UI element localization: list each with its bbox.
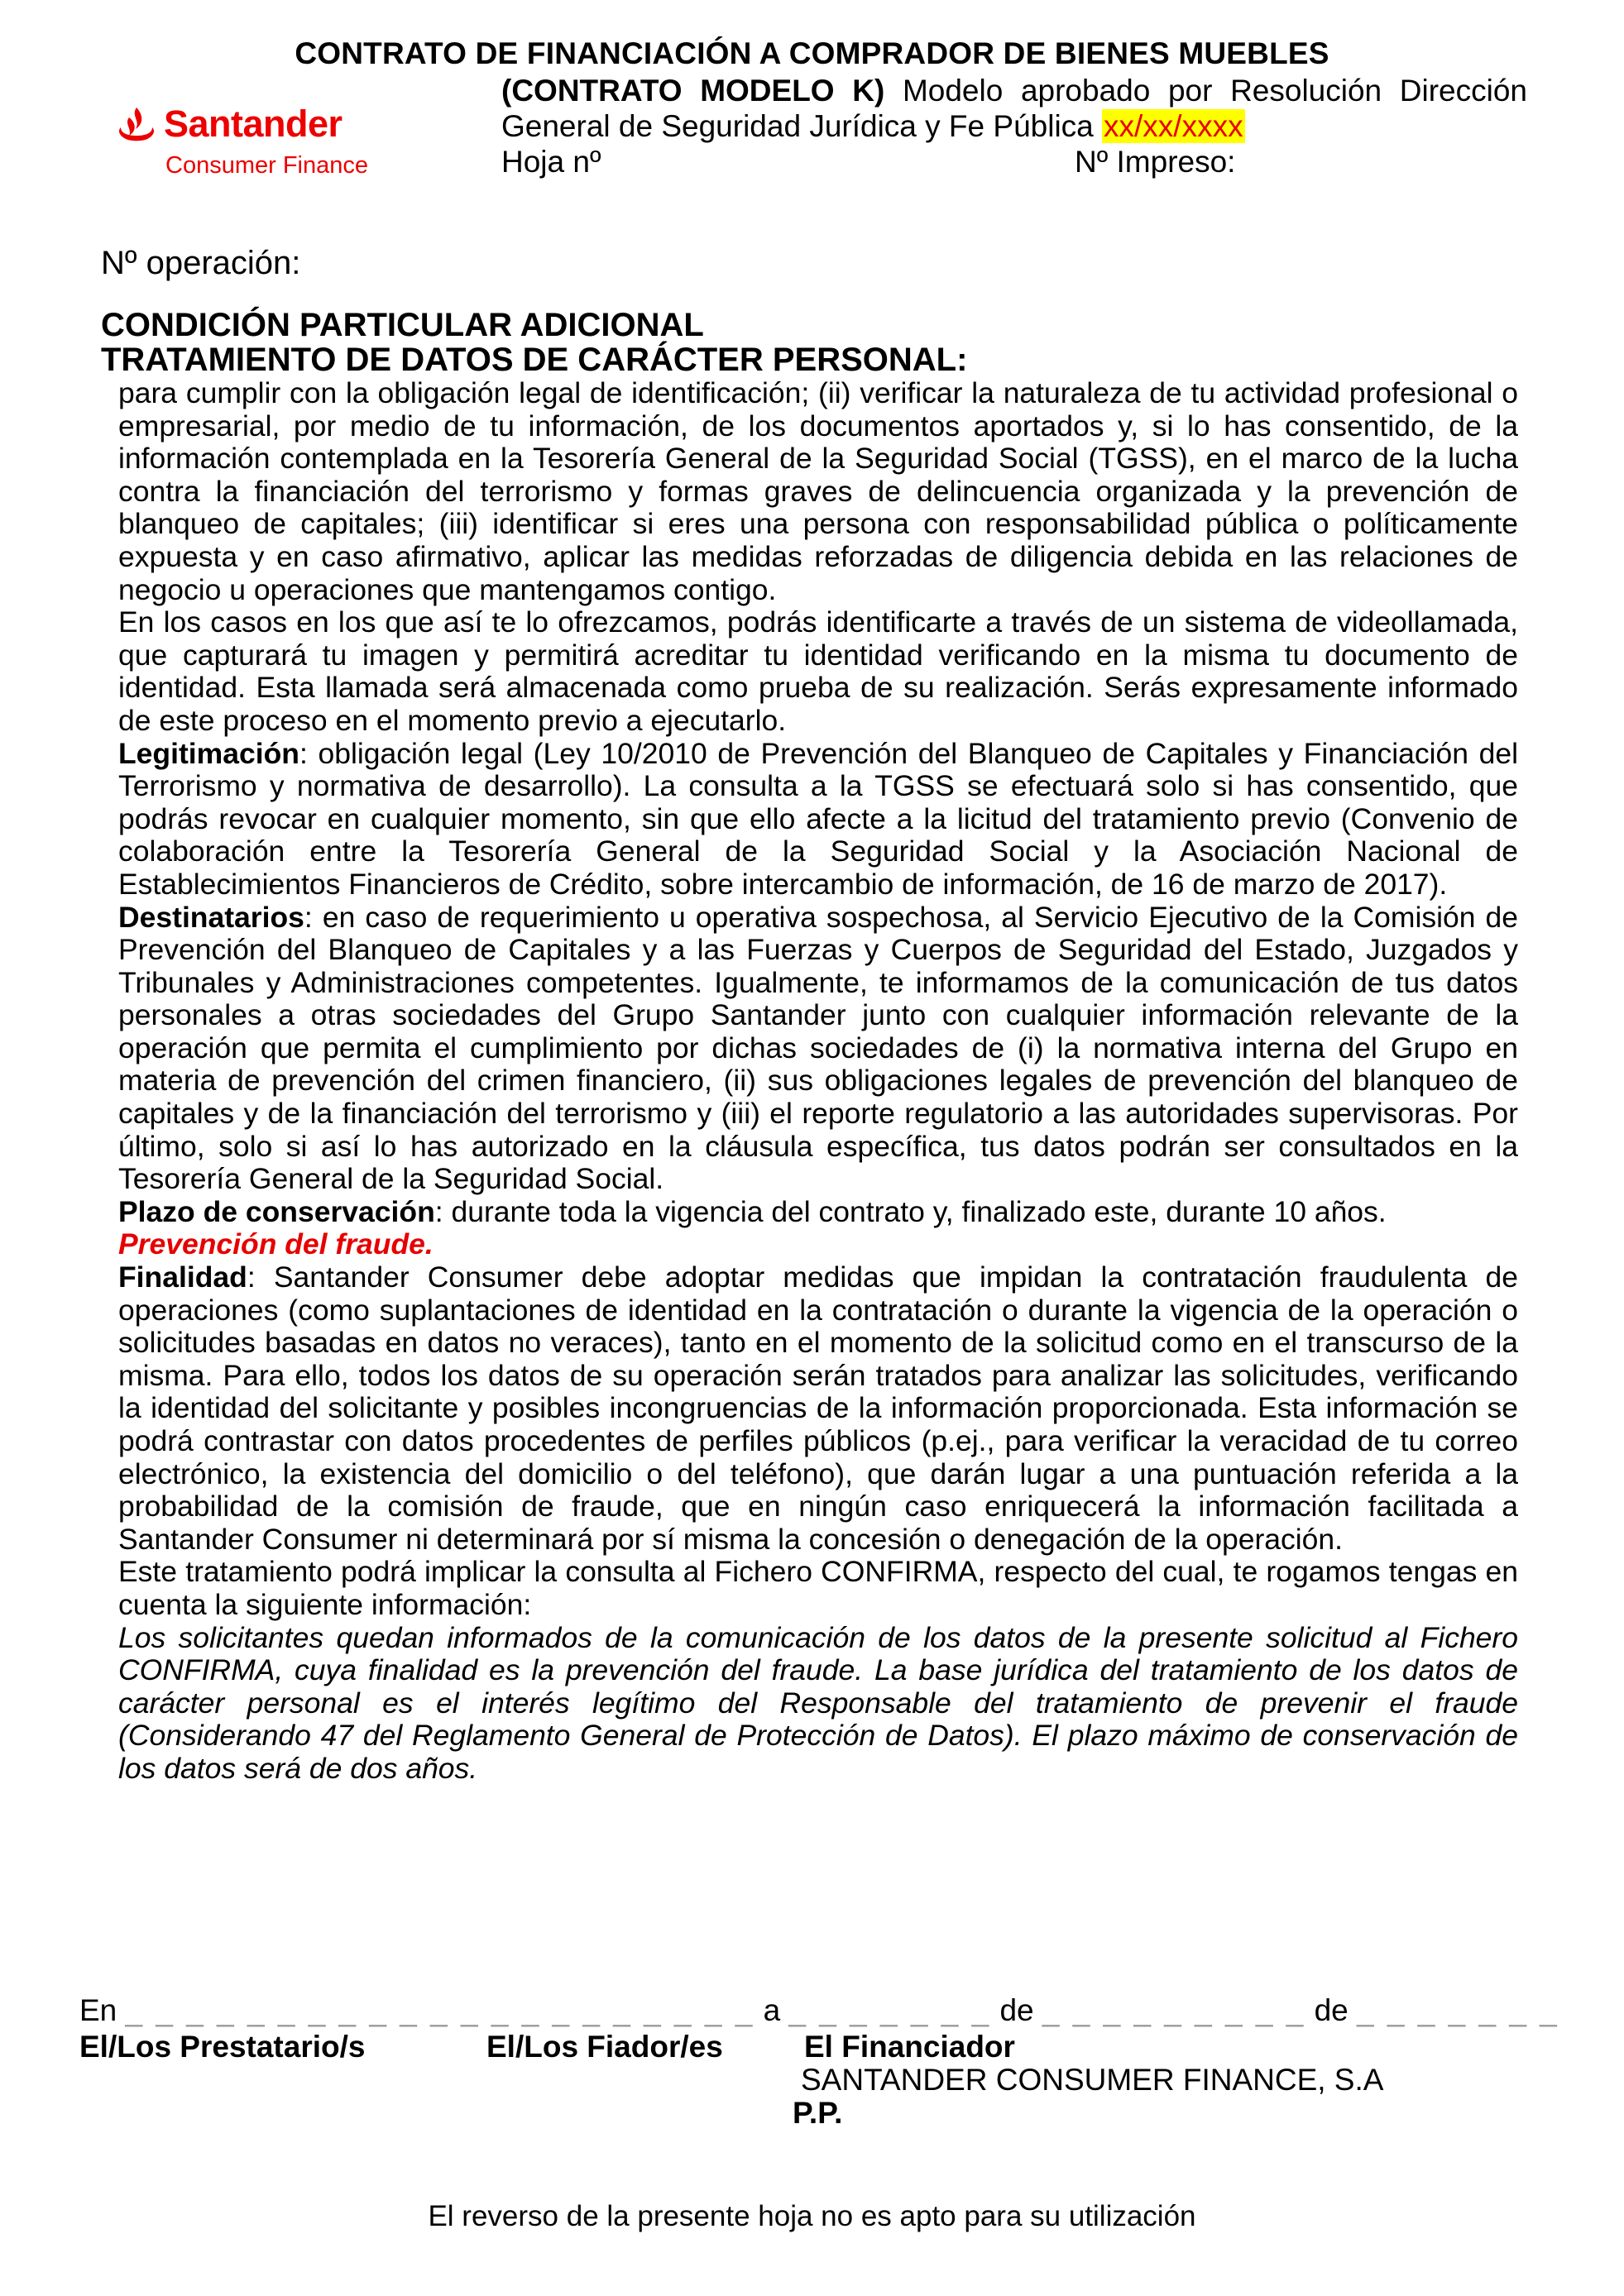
paragraph-finalidad <box>118 1261 1518 1556</box>
financiador-company: SANTANDER CONSUMER FINANCE, S.A <box>801 2063 1384 2097</box>
paragraph-plazo <box>118 1196 1518 1229</box>
flame-icon <box>116 106 157 152</box>
header-line-2 <box>501 108 1527 144</box>
document-title: CONTRATO DE FINANCIACIÓN A COMPRADOR DE BIENES MUEBLES <box>295 36 1329 70</box>
year-blank[interactable]: _ _ _ _ _ _ _ <box>1357 1993 1559 2027</box>
header-block <box>501 73 1527 179</box>
month-blank[interactable]: _ _ _ _ _ _ _ _ _ <box>1042 1993 1306 2027</box>
paragraph-destinatarios <box>118 902 1518 1196</box>
destinatarios-text: : en caso de requerimiento u operativa sospechosa, al Servicio Ejecutivo de la Comisión de Prevención del Blanqueo de Capitales y a las Fuerzas y Cuerpos de Seguridad del Estado, Juzgados y Tribunales y Administraciones competentes. Igualmente, te informamos de la comunicación de tus datos personales a otras sociedades del Grupo Santander junto con cualquier información relevante de la operación que permita el cumplimiento por dichas sociedades de (i) la normativa interna del Grupo en materia de prevención del crimen financiero, (ii) sus obligaciones legales de prevención del blanqueo de capitales y de la financiación del terrorismo y (iii) el reporte regulatorio a las autoridades supervisoras. Por último, solo si así lo has autorizado en la cláusula específica, tus datos podrán ser consultados en la Tesorería General de la Seguridad Social. <box>118 900 1518 1196</box>
en-label: En <box>79 1993 117 2027</box>
header-line-3 <box>501 144 1527 179</box>
legitimacion-text: : obligación legal (Ley 10/2010 de Prevención del Blanqueo de Capitales y Financiación del Terrorismo y normativa de desarrollo). La consulta a la TGSS se efectuará solo si has consentido, que podrás revocar en cualquier momento, sin que ello afecte a la licitud del tratamiento previo (Convenio de colaboración entre la Tesorería General de la Seguridad Social y la Asociación Nacional de Establecimientos Financieros de Crédito, sobre intercambio de información, de 16 de marzo de 2017). <box>118 736 1518 901</box>
logo-subtitle: Consumer Finance <box>165 152 368 179</box>
model-text: Modelo aprobado por Resolución Dirección <box>902 74 1528 108</box>
place-date-line <box>79 1993 1559 2028</box>
de-label-1: de <box>999 1993 1034 2027</box>
plazo-text: : durante toda la vigencia del contrato y, finalizado este, durante 10 años. <box>434 1194 1387 1228</box>
pp-label: P.P. <box>793 2096 843 2130</box>
impreso-label: Nº Impreso: <box>1075 145 1236 179</box>
de-label-2: de <box>1314 1993 1349 2027</box>
section-title <box>101 308 967 377</box>
finalidad-text: : Santander Consumer debe adoptar medidas que impidan la contratación fraudulenta de operaciones (como suplantaciones de identidad en la contratación o durante la vigencia de la operación o solicitudes basadas en datos no veraces), tanto en el momento de la solicitud como en el transcurso de la misma. Para ello, todos los datos de su operación serán tratados para analizar las solicitudes, verificando la identidad del solicitante y posibles incongruencias de la información proporcionada. Esta información se podrá contrastar con datos procedentes de perfiles públicos (p.ej., para verificar la veracidad de tu correo electrónico, la existencia del domicilio o del teléfono), que darán lugar a una puntuación referida a la probabilidad de la comisión de fraude, que en ningún caso enriquecerá la información facilitada a Santander Consumer ni determinará por sí misma la concesión o denegación de la operación. <box>118 1260 1518 1556</box>
day-blank[interactable]: _ _ _ _ _ _ _ <box>788 1993 992 2027</box>
date-placeholder: xx/xx/xxxx <box>1104 109 1243 143</box>
prestatario-label: El/Los Prestatario/s <box>79 2030 366 2064</box>
paragraph-confirma: Este tratamiento podrá implicar la consulta al Fichero CONFIRMA, respecto del cual, te rogamos tengas en cuenta la siguiente información: <box>118 1555 1518 1621</box>
financiador-label: El Financiador <box>804 2030 1015 2064</box>
header-line-1 <box>501 73 1527 108</box>
header-line-2-text: General de Seguridad Jurídica y Fe Pública <box>501 109 1094 143</box>
legitimacion-label: Legitimación <box>118 736 299 770</box>
paragraph-confirma-info: Los solicitantes quedan informados de la comunicación de los datos de la presente solicitud al Fichero CONFIRMA, cuya finalidad es la prevención del fraude. La base jurídica del tratamiento de los datos de carácter personal es el interés legítimo del Responsable del tratamiento de prevenir el fraude (Considerando 47 del Reglamento General de Protección de Datos). El plazo máximo de conservación de los datos será de dos años. <box>118 1620 1518 1785</box>
operacion-label: Nº operación: <box>101 245 301 281</box>
body-text <box>118 377 1518 1786</box>
paragraph-identificacion: para cumplir con la obligación legal de identificación; (ii) verificar la naturaleza de tu actividad profesional o empresarial, por medio de tu información, de los documentos aportados y, si lo has consentido, de la información contemplada en la Tesorería General de la Seguridad Social (TGSS), en el marco de la lucha contra la financiación del terrorismo y formas graves de delincuencia organizada y la prevención de blanqueo de capitales; (iii) identificar si eres una persona con responsabilidad pública o políticamente expuesta y en caso afirmativo, aplicar las medidas reforzadas de diligencia debida en las relaciones de negocio u operaciones que mantengamos contigo. <box>118 376 1518 606</box>
fraude-heading: Prevención del fraude. <box>118 1227 434 1261</box>
santander-logo <box>116 103 397 185</box>
finalidad-label: Finalidad <box>118 1260 247 1294</box>
logo-brand: Santander <box>164 103 343 145</box>
paragraph-legitimacion <box>118 738 1518 902</box>
a-label: a <box>763 1993 781 2027</box>
fiador-label: El/Los Fiador/es <box>486 2030 723 2064</box>
place-blank[interactable]: _ _ _ _ _ _ _ _ _ _ _ _ _ _ _ _ _ _ _ _ _ <box>125 1993 755 2027</box>
paragraph-videollamada: En los casos en los que así te lo ofrezcamos, podrás identificarte a través de un sistema de videollamada, que capturará tu imagen y permitirá acreditar tu identidad verificando en la misma tu documento de identidad. Esta llamada será almacenada como prueba de su realización. Serás expresamente informado de este proceso en el momento previo a ejecutarlo. <box>118 605 1518 737</box>
plazo-label: Plazo de conservación <box>118 1194 435 1228</box>
model-label: (CONTRATO MODELO K) <box>501 74 885 108</box>
destinatarios-label: Destinatarios <box>118 900 304 934</box>
section-title-1: CONDICIÓN PARTICULAR ADICIONAL <box>101 307 704 343</box>
hoja-label: Hoja nº <box>501 145 601 179</box>
footer-note: El reverso de la presente hoja no es apto para su utilización <box>428 2200 1196 2232</box>
section-title-2: TRATAMIENTO DE DATOS DE CARÁCTER PERSONAL: <box>101 342 968 378</box>
